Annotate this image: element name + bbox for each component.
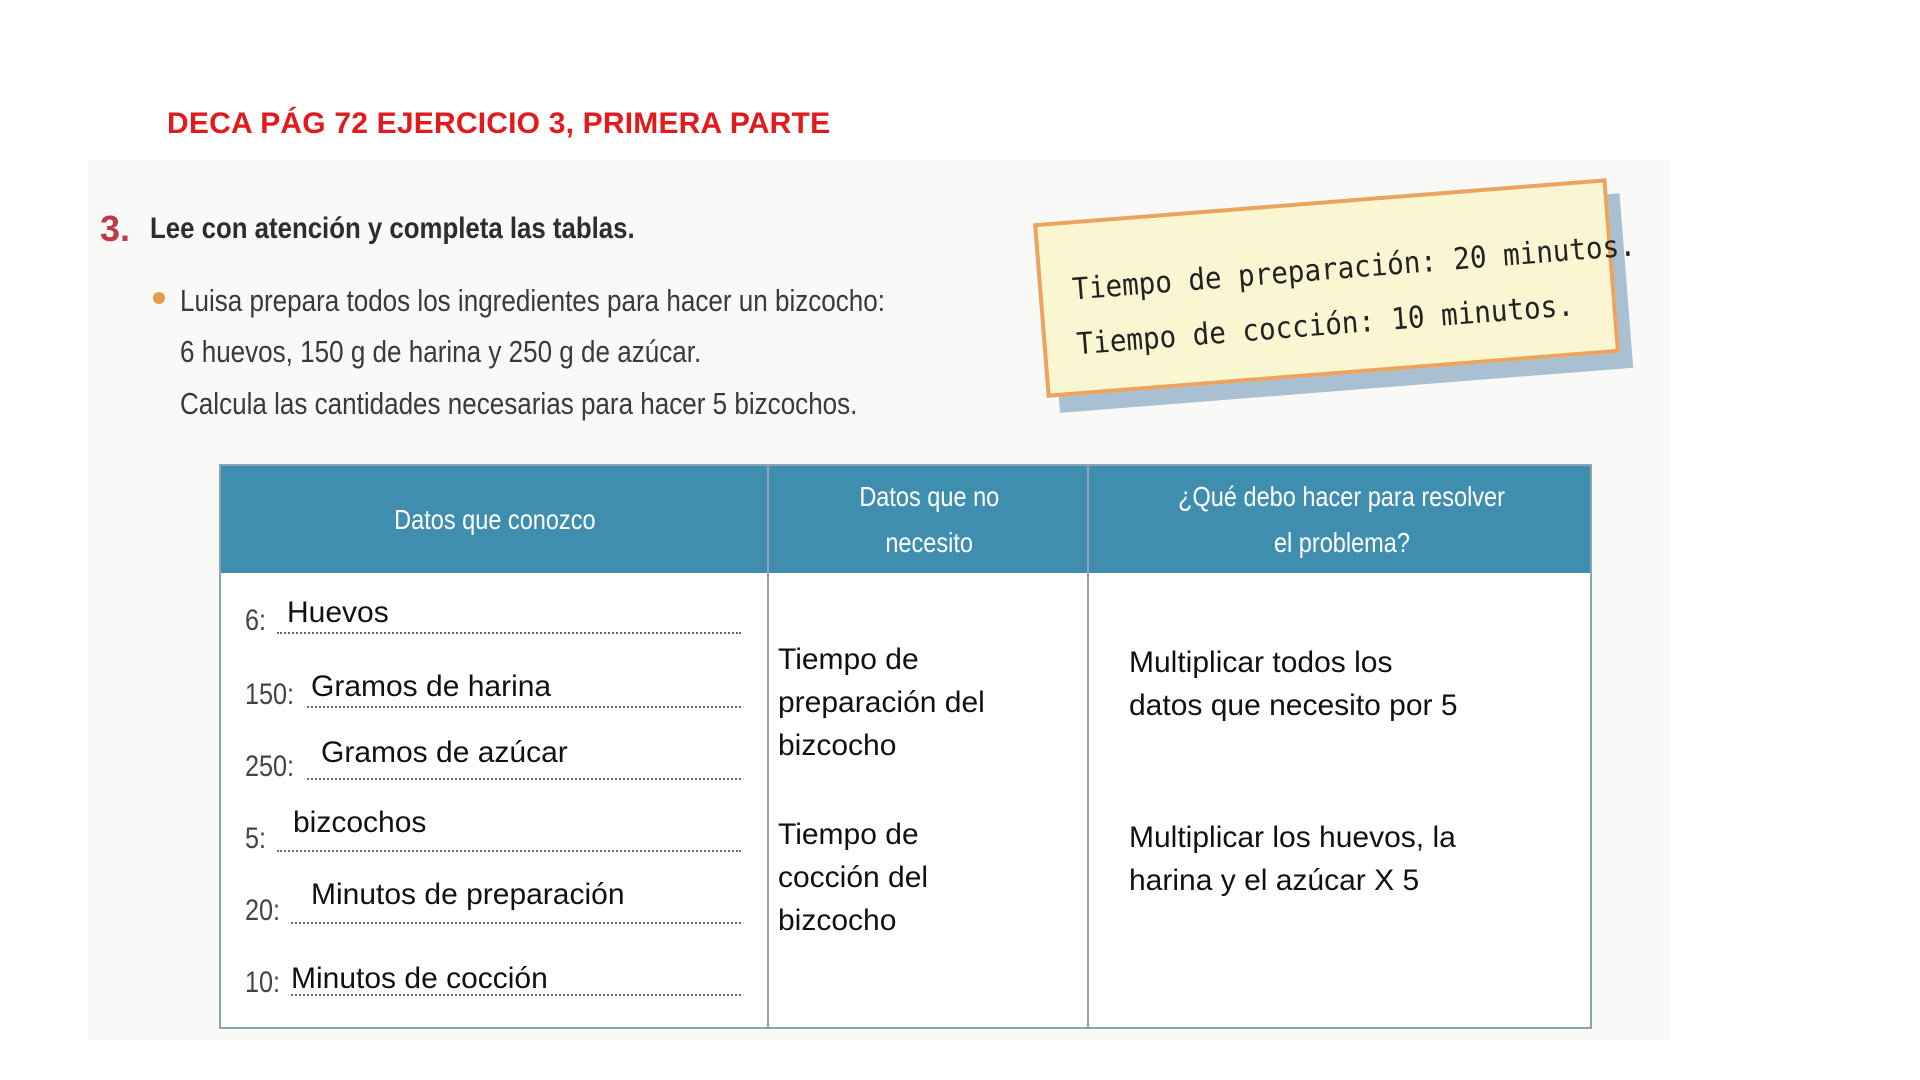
column-divider xyxy=(1087,466,1089,1027)
unneeded-data-line: Tiempo de xyxy=(778,818,919,851)
unneeded-data-line: cocción del xyxy=(778,861,929,894)
solution-step-2 xyxy=(1129,816,1456,902)
header-solution-line1: ¿Qué debo hacer para resolver xyxy=(1178,480,1505,512)
unneeded-data-preparation xyxy=(778,638,985,767)
problem-line-2: 6 huevos, 150 g de harina y 250 g de azúcar. xyxy=(180,334,702,369)
data-table xyxy=(219,464,1592,1029)
unneeded-data-line: bizcocho xyxy=(778,729,897,762)
answer-dotted-line xyxy=(277,850,741,852)
unneeded-data-line: Tiempo de xyxy=(778,643,919,676)
answer-dotted-line xyxy=(291,922,741,924)
note-preparation-time: Tiempo de preparación: 20 minutos. xyxy=(1071,228,1638,308)
solution-line: datos que necesito por 5 xyxy=(1129,689,1458,722)
known-data-answer: Minutos de cocción xyxy=(291,962,548,995)
answer-dotted-line xyxy=(277,632,741,634)
solution-step-1 xyxy=(1129,641,1458,727)
unneeded-data-line: preparación del xyxy=(778,686,985,719)
problem-line-1: Luisa prepara todos los ingredientes para hacer un bizcocho: xyxy=(180,283,885,318)
table-header xyxy=(221,466,1590,573)
known-data-row xyxy=(221,878,761,928)
known-data-answer: bizcochos xyxy=(293,806,427,839)
problem-line-3: Calcula las cantidades necesarias para hacer 5 bizcochos. xyxy=(180,386,858,421)
known-data-row xyxy=(221,588,761,638)
header-solution xyxy=(1089,466,1594,573)
known-data-answer: Minutos de preparación xyxy=(311,878,625,911)
column-divider xyxy=(767,466,769,1027)
header-solution-line2: el problema? xyxy=(1273,526,1410,558)
header-unneeded-data-line1: Datos que no xyxy=(859,480,999,512)
known-data-number: 6: xyxy=(245,604,267,637)
known-data-answer: Gramos de harina xyxy=(311,670,552,703)
known-data-number: 150: xyxy=(245,678,295,711)
exercise-number: 3. xyxy=(100,208,131,249)
solution-line: Multiplicar todos los xyxy=(1129,646,1393,679)
unneeded-data-line: bizcocho xyxy=(778,904,897,937)
header-unneeded-data-line2: necesito xyxy=(885,526,973,558)
header-known-data xyxy=(221,466,769,573)
known-data-answer: Gramos de azúcar xyxy=(321,736,568,769)
unneeded-data-cooking xyxy=(778,813,928,942)
known-data-number: 10: xyxy=(245,966,281,999)
known-data-number: 250: xyxy=(245,750,295,783)
answer-dotted-line xyxy=(307,778,741,780)
solution-line: Multiplicar los huevos, la xyxy=(1129,821,1456,854)
exercise-heading: Lee con atención y completa las tablas. xyxy=(150,212,635,245)
note-cooking-time: Tiempo de cocción: 10 minutos. xyxy=(1075,288,1576,363)
known-data-row xyxy=(221,734,761,784)
known-data-row xyxy=(221,662,761,712)
slide-title: DECA PÁG 72 EJERCICIO 3, PRIMERA PARTE xyxy=(167,107,831,140)
answer-dotted-line xyxy=(307,706,741,708)
bullet-dot-icon xyxy=(153,292,165,304)
solution-line: harina y el azúcar X 5 xyxy=(1129,864,1420,897)
known-data-number: 5: xyxy=(245,822,267,855)
known-data-number: 20: xyxy=(245,894,281,927)
header-unneeded-data xyxy=(769,466,1089,573)
header-known-data-label: Datos que conozco xyxy=(394,503,596,535)
known-data-row xyxy=(221,950,761,1000)
known-data-answer: Huevos xyxy=(287,596,389,629)
known-data-row xyxy=(221,806,761,856)
